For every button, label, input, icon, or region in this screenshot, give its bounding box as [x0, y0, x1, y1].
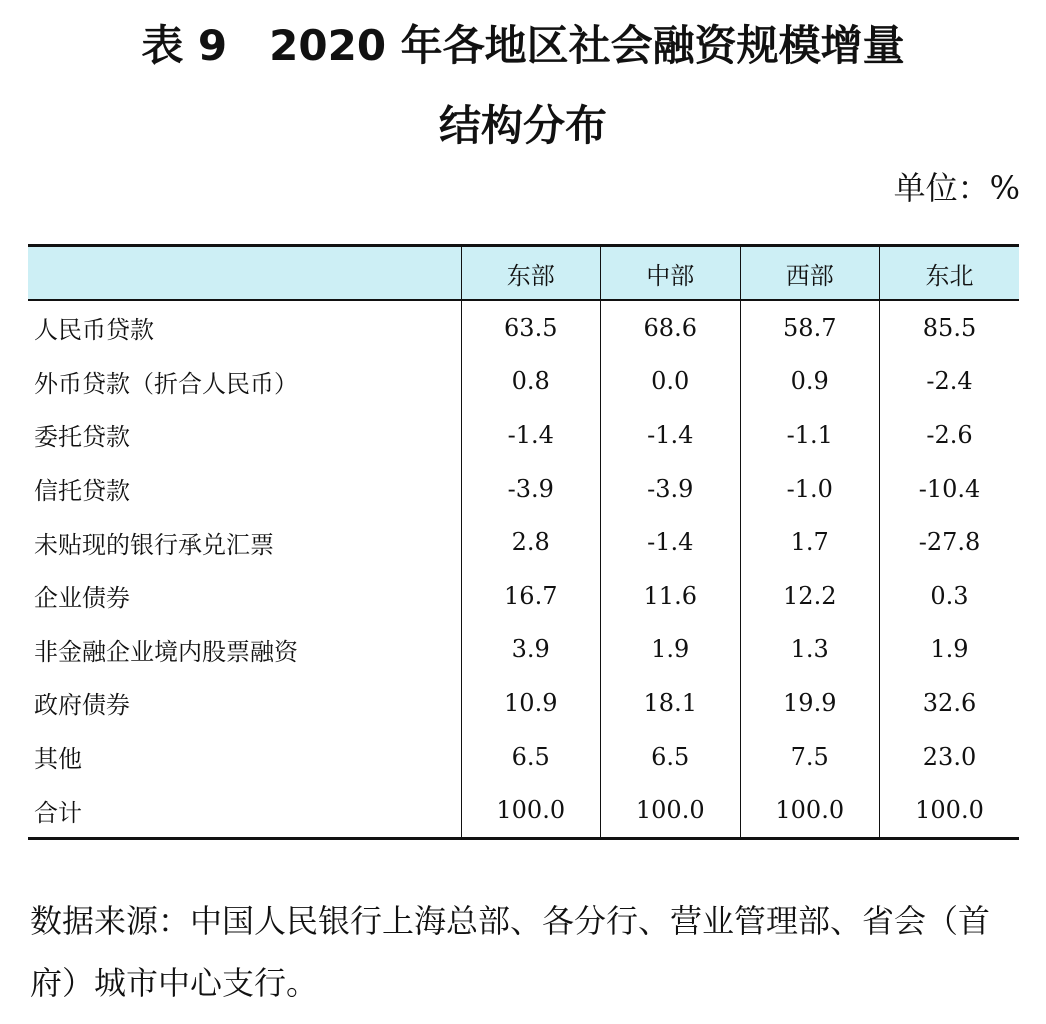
table-cell: 23.0: [880, 730, 1020, 784]
table-cell: -27.8: [880, 515, 1020, 569]
table-title-line-2: 结构分布: [438, 101, 607, 150]
header-east: 东部: [461, 246, 601, 301]
row-label: 信托贷款: [34, 477, 130, 506]
table-cell: -10.4: [880, 462, 1020, 516]
table-cell: 100.0: [461, 783, 601, 838]
table-cell: -1.4: [461, 408, 601, 462]
data-source-note: 数据来源：中国人民银行上海总部、各分行、营业管理部、省会（首府）城市中心支行。: [30, 902, 991, 1002]
table-cell: 1.3: [740, 623, 880, 677]
table-cell: 100.0: [880, 783, 1020, 838]
table-cell: -1.4: [601, 408, 741, 462]
table-cell: -1.1: [740, 408, 880, 462]
table-cell: 32.6: [880, 676, 1020, 730]
table-cell: 11.6: [601, 569, 741, 623]
table-body: [28, 300, 1019, 838]
table-cell: 1.7: [740, 515, 880, 569]
table-row: [28, 355, 1019, 409]
table-cell: -2.4: [880, 355, 1020, 409]
row-label: 其他: [34, 745, 82, 774]
table-row: [28, 676, 1019, 730]
row-label: 未贴现的银行承兑汇票: [34, 530, 274, 559]
table-cell: 2.8: [461, 515, 601, 569]
table-cell: 1.9: [880, 623, 1020, 677]
table-cell: 63.5: [461, 300, 601, 355]
table-cell: 10.9: [461, 676, 601, 730]
row-label: 非金融企业境内股票融资: [34, 637, 298, 666]
header-blank: [28, 246, 461, 301]
table-cell: 0.8: [461, 355, 601, 409]
table-cell: 16.7: [461, 569, 601, 623]
row-label: 政府债券: [34, 691, 130, 720]
table-cell: 18.1: [601, 676, 741, 730]
table-title-line-1: 表 9 2020 年各地区社会融资规模增量: [141, 21, 905, 70]
table-cell: 12.2: [740, 569, 880, 623]
row-label: 委托贷款: [34, 423, 130, 452]
table-row: [28, 300, 1019, 355]
table-cell: 3.9: [461, 623, 601, 677]
unit-label: 单位：%: [893, 169, 1020, 207]
table-cell: 0.3: [880, 569, 1020, 623]
table-cell: -3.9: [461, 462, 601, 516]
table-cell: 0.9: [740, 355, 880, 409]
table-cell: 19.9: [740, 676, 880, 730]
table-row: [28, 783, 1019, 838]
table-row: [28, 462, 1019, 516]
table-cell: 100.0: [601, 783, 741, 838]
distribution-table: [28, 244, 1019, 840]
table-row: [28, 623, 1019, 677]
table-cell: -3.9: [601, 462, 741, 516]
table-row: [28, 569, 1019, 623]
table-cell: 68.6: [601, 300, 741, 355]
header-central: 中部: [601, 246, 741, 301]
header-west: 西部: [740, 246, 880, 301]
table-cell: 1.9: [601, 623, 741, 677]
table-cell: 6.5: [601, 730, 741, 784]
table-row: [28, 408, 1019, 462]
table-cell: 58.7: [740, 300, 880, 355]
table-cell: -2.6: [880, 408, 1020, 462]
table-row: [28, 730, 1019, 784]
table-header-row: [28, 246, 1019, 301]
table-cell: 7.5: [740, 730, 880, 784]
table-cell: 0.0: [601, 355, 741, 409]
row-label: 企业债券: [34, 584, 130, 613]
table-row: [28, 515, 1019, 569]
table-cell: 100.0: [740, 783, 880, 838]
table-cell: 85.5: [880, 300, 1020, 355]
header-northeast: 东北: [880, 246, 1020, 301]
row-label: 外币贷款（折合人民币）: [34, 369, 298, 398]
row-label: 人民币贷款: [34, 316, 154, 345]
table-cell: -1.4: [601, 515, 741, 569]
table-cell: 6.5: [461, 730, 601, 784]
table-cell: -1.0: [740, 462, 880, 516]
row-label: 合计: [28, 783, 461, 838]
